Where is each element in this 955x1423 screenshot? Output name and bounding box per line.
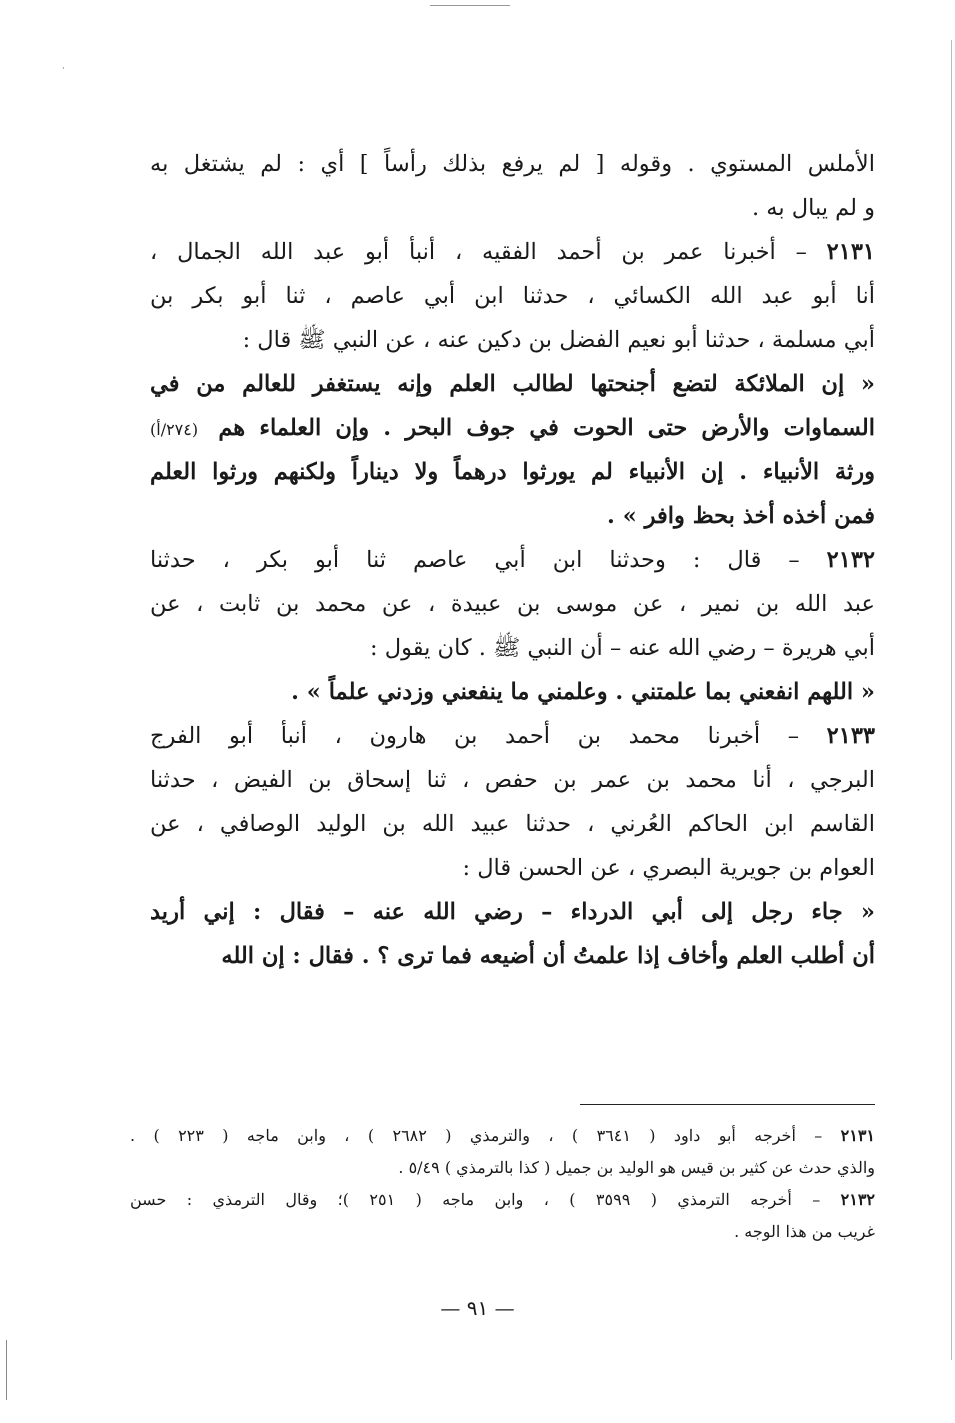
page-number: — ٩١ — <box>440 1296 515 1320</box>
line-text: أبي هريرة – رضي الله عنه – أن النبي ﷺ . كان يقول : <box>370 635 875 661</box>
footnote-line <box>130 1184 875 1216</box>
line-text: – قال : وحدثنا ابن أبي عاصم ثنا أبو بكر ، حدثنا <box>150 547 827 573</box>
footnote-text: والذي حدث عن كثير بن قيس هو الوليد بن جميل ( كذا بالترمذي ) ٥/٤٩ . <box>398 1158 875 1177</box>
footnote-line <box>130 1120 875 1152</box>
top-edge-rule <box>430 5 510 6</box>
line-text: البرجي ، أنا محمد بن عمر بن حفص ، ثنا إسحاق بن الفيض ، حدثنا <box>150 767 875 793</box>
footnote-number: ٢١٣١ <box>840 1126 875 1145</box>
text-line <box>150 582 875 626</box>
line-text: « إن الملائكة لتضع أجنحتها لطالب العلم وإنه يستغفر للعالم من في <box>150 371 875 397</box>
text-line <box>150 318 875 362</box>
line-text: « جاء رجل إلى أبي الدرداء – رضي الله عنه – فقال : إني أريد <box>150 899 875 925</box>
text-line <box>150 758 875 802</box>
footnotes-section <box>130 1120 875 1248</box>
footnote-separator <box>580 1104 875 1105</box>
line-text: – أخبرنا محمد بن أحمد بن هارون ، أنبأ أبو الفرج <box>150 723 827 749</box>
text-line <box>150 626 875 670</box>
line-text: أبي مسلمة ، حدثنا أبو نعيم الفضل بن دكين عنه ، عن النبي ﷺ قال : <box>242 327 875 353</box>
quote-line <box>150 934 875 978</box>
main-text-body <box>150 142 875 978</box>
line-text: الأملس المستوي . وقوله [ لم يرفع بذلك رأساً ] أي : لم يشتغل به <box>150 151 875 177</box>
line-text: القاسم ابن الحاكم العُرني ، حدثنا عبيد الله بن الوليد الوصافي ، عن <box>150 811 875 837</box>
text-line <box>150 538 875 582</box>
hadith-number: ٢١٣٣ <box>826 723 875 749</box>
line-text: ورثة الأنبياء . إن الأنبياء لم يورثوا درهماً ولا ديناراً ولكنهم ورثوا العلم <box>150 459 875 485</box>
scan-speck: · <box>62 64 65 74</box>
footnote-text: غريب من هذا الوجه . <box>734 1222 875 1241</box>
footnote-number: ٢١٣٢ <box>840 1190 875 1209</box>
text-line <box>150 274 875 318</box>
scan-edge-mark <box>6 1340 7 1400</box>
quote-line <box>150 362 875 406</box>
line-text: – أخبرنا عمر بن أحمد الفقيه ، أنبأ أبو عبد الله الجمال ، <box>150 239 827 265</box>
quote-line <box>150 450 875 494</box>
line-text: السماوات والأرض حتى الحوت في جوف البحر . وإن العلماء هم <box>218 415 875 441</box>
footnote-text: – أخرجه أبو داود ( ٣٦٤١ ) ، والترمذي ( ٢٦٨٢ ) ، وابن ماجه ( ٢٢٣ ) . <box>130 1126 841 1145</box>
text-line <box>150 230 875 274</box>
scan-edge-line <box>951 40 952 1360</box>
footnote-line <box>130 1216 875 1248</box>
line-text: « اللهم انفعني بما علمتني . وعلمني ما ينفعني وزدني علماً » . <box>291 679 875 705</box>
quote-line <box>150 890 875 934</box>
line-text: العوام بن جويرية البصري ، عن الحسن قال : <box>462 855 875 881</box>
hadith-number: ٢١٣١ <box>826 239 875 265</box>
footnote-text: – أخرجه الترمذي ( ٣٥٩٩ ) ، وابن ماجه ( ٢٥١ )؛ وقال الترمذي : حسن <box>130 1190 841 1209</box>
line-text: أن أطلب العلم وأخاف إذا علمتُ أن أضيعه فما ترى ؟ . فقال : إن الله <box>221 943 875 969</box>
quote-line <box>150 494 875 538</box>
text-line <box>150 186 875 230</box>
text-line <box>150 142 875 186</box>
quote-line <box>150 670 875 714</box>
quote-line <box>150 406 875 450</box>
text-line <box>150 802 875 846</box>
line-text: عبد الله بن نمير ، عن موسى بن عبيدة ، عن محمد بن ثابت ، عن <box>150 591 875 617</box>
line-text: و لم يبال به . <box>751 195 875 221</box>
footnote-line <box>130 1152 875 1184</box>
line-text: فمن أخذه أخذ بحظ وافر » . <box>607 503 875 529</box>
hadith-number: ٢١٣٢ <box>826 547 875 573</box>
manuscript-folio-marker: (٢٧٤/أ) <box>150 420 199 439</box>
text-line <box>150 846 875 890</box>
text-line <box>150 714 875 758</box>
line-text: أنا أبو عبد الله الكسائي ، حدثنا ابن أبي عاصم ، ثنا أبو بكر بن <box>150 283 875 309</box>
